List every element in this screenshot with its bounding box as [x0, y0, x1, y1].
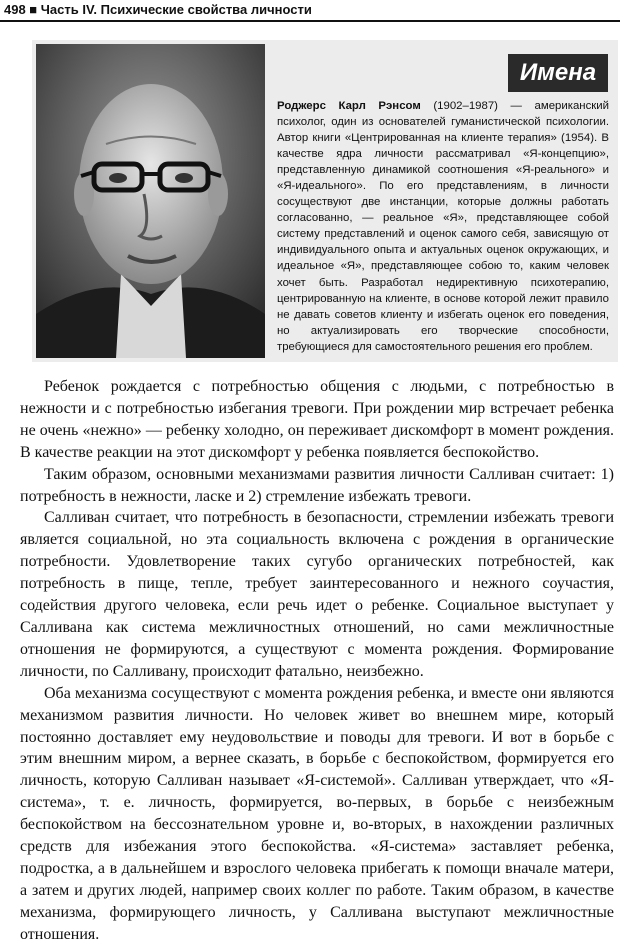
portrait-photo: [36, 44, 265, 358]
sidebar-box: [32, 40, 618, 362]
paragraph: Ребенок рождается с потребностью общения с людьми, с потребностью в нежности и с потребностью избегания тревоги. При рождении мир встречает ребенка не очень «нежно» — ребенку холодно, он переживает дискомфорт в момент рождения. В качестве реакции на этот дискомфорт у ребенка появляется беспокойство.: [20, 378, 614, 461]
biography-text: [277, 98, 609, 354]
biography-body: (1902–1987) — американский психолог, один из основателей гуманистической психологии. Автор книги «Центрированная на клиенте терапия» (1954). В качестве ядра личности рассматривал «Я-концепцию», представленную динамикой соотношения «Я-реального» и «Я-идеального». По его представлениям, в личности сосуществуют две инстанции, которые должны работать согласованно, — реальное «Я», представляющее собой систему представлений и оценок самого себя, зависящую от индивидуального опыта и актуальных оценок окружающих, и идеальное «Я», представляющее собою то, каким человек хочет быть. Разработал недирективную психотерапию, центрированную на клиенте, в основе которой лежит правило не давать советов клиенту и избегать оценок его поведения, но актуализировать его творческие способности, требующиеся для самостоятельного решения его проблем.: [277, 100, 609, 353]
biography-name: Роджерс Карл Рэнсом: [277, 100, 421, 112]
main-text: [20, 376, 614, 946]
page-header: 498 ■ Часть IV. Психические свойства личности: [4, 2, 312, 17]
header-rule: [0, 20, 620, 22]
paragraph: Салливан считает, что потребность в безопасности, стремлении избежать тревоги является социальной, но эта социальность включена с рождения в органические потребности. Удовлетворение таких сугубо органических потребностей, как потребность в пище, тепле, требует заинтересованного и нежного соучастия, содействия другого человека, если речь идет о ребенке. Социальное выступает у Салливана как система межличностных отношений, но сами межличностные отношения не формируются, а существуют с момента рождения. Формирование личности, по Салливану, происходит фатально, неизбежно.: [20, 509, 614, 680]
paragraph: Таким образом, основными механизмами развития личности Салливан считает: 1) потребность в нежности, ласке и 2) стремление избежать тревоги.: [20, 465, 614, 505]
paragraph: Оба механизма сосуществуют с момента рождения ребенка, и вместе они являются механизмом развития личности. Но человек живет во внешнем мире, который постоянно доставляет ему неудовольствие и поводы для тревоги. И вот в борьбе с этим внешним миром, а вернее сказать, в борьбе с беспокойством, формируется его личность, которую Салливан называет «Я-системой». Салливан утверждает, что «Я-система», т. е. личность, формируется, во-первых, в борьбе с неизбежным беспокойством на бессознательном уровне и, во-вторых, в нахождении различных средств для избежания этого беспокойства. «Я-система» заставляет ребенка, подростка, а в дальнейшем и взрослого человека прибегать к помощи вначале матери, а затем и других людей, например своих коллег по работе. Таким образом, в качестве механизма, формирующего личность, у Салливана выступают межличностные отношения.: [20, 684, 614, 943]
names-banner-label: Имена: [519, 59, 597, 86]
